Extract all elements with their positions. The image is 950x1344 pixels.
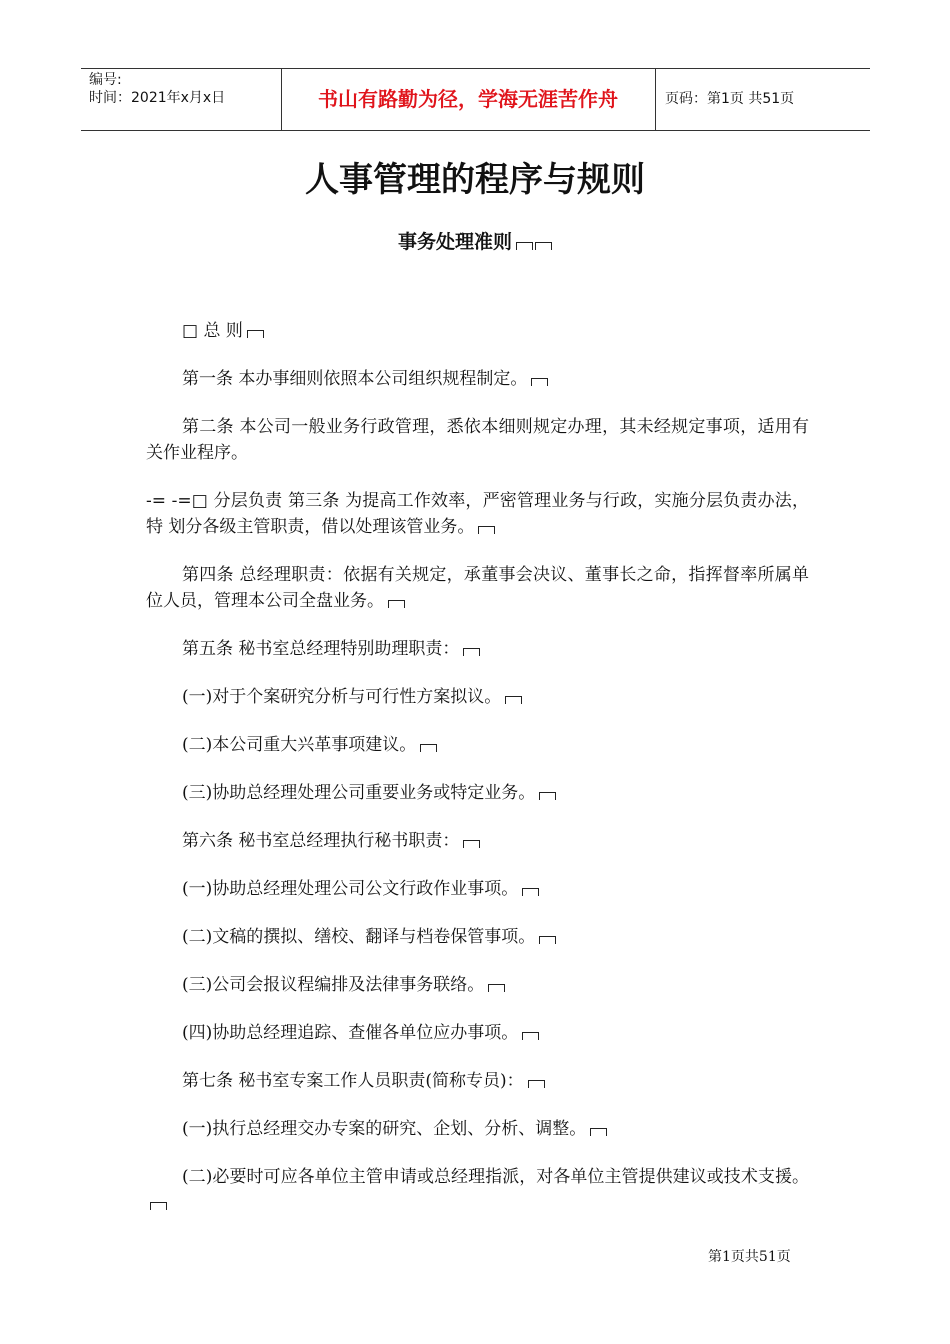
- paragraph-text: 第四条 总经理职责：依据有关规定，承董事会决议、董事长之命，指挥督率所属单位人员，管理本公司全盘业务。: [146, 565, 809, 611]
- paragraph-text: (四)协助总经理追踪、查催各单位应办事项。: [182, 1023, 519, 1043]
- paragraph-mark-icon: [463, 840, 480, 848]
- paragraph: [146, 780, 809, 806]
- time-label: 时间：2021年x月x日: [89, 90, 226, 106]
- paragraph-mark-icon: [531, 378, 548, 386]
- paragraph-text: (三)协助总经理处理公司重要业务或特定业务。: [182, 783, 536, 803]
- document-header: [81, 68, 870, 131]
- paragraph-text: 第二条 本公司一般业务行政管理，悉依本细则规定办理，其未经规定事项，适用有关作业程序。: [146, 417, 809, 463]
- paragraph-mark-icon: [522, 888, 539, 896]
- paragraph-mark-icon: [528, 1080, 545, 1088]
- paragraph: [146, 1164, 809, 1216]
- paragraph-mark-icon: [247, 330, 264, 338]
- paragraph-mark-icon: [488, 984, 505, 992]
- header-page-info: 页码：第1页 共51页: [665, 91, 795, 107]
- paragraph-mark-icon: [516, 242, 533, 250]
- paragraph-mark-icon: [535, 242, 552, 250]
- paragraph-text: (一)协助总经理处理公司公文行政作业事项。: [182, 879, 519, 899]
- paragraph-mark-icon: [463, 648, 480, 656]
- paragraph-mark-icon: [590, 1128, 607, 1136]
- paragraph: [146, 732, 809, 758]
- paragraph: [146, 924, 809, 950]
- document-subtitle: [0, 229, 950, 255]
- paragraph-mark-icon: [150, 1202, 167, 1210]
- paragraph-mark-icon: [539, 792, 556, 800]
- paragraph-text: □ 总 则: [182, 321, 243, 341]
- paragraph: [146, 562, 809, 614]
- paragraph: [146, 366, 809, 392]
- paragraph-mark-icon: [522, 1032, 539, 1040]
- paragraph: [146, 972, 809, 998]
- paragraph-text: 第七条 秘书室专案工作人员职责(简称专员)：: [182, 1071, 524, 1091]
- number-label: 编号:: [89, 72, 122, 88]
- header-divider: [655, 69, 656, 130]
- paragraph: [146, 1020, 809, 1046]
- page-footer: 第1页共51页: [708, 1249, 791, 1265]
- paragraph-text: 第六条 秘书室总经理执行秘书职责：: [182, 831, 460, 851]
- paragraph-text: 第一条 本办事细则依照本公司组织规程制定。: [182, 369, 528, 389]
- header-meta: [89, 71, 225, 107]
- document-title: 人事管理的程序与规则: [305, 160, 645, 200]
- paragraph: [146, 318, 809, 344]
- subtitle-text: 事务处理准则: [397, 231, 512, 253]
- paragraph-text: 第五条 秘书室总经理特别助理职责：: [182, 639, 460, 659]
- paragraph-mark-icon: [505, 696, 522, 704]
- header-motto: 书山有路勤为径，学海无涯苦作舟: [318, 87, 618, 111]
- paragraph-text: (一)执行总经理交办专案的研究、企划、分析、调整。: [182, 1119, 587, 1139]
- document-body: [146, 318, 809, 1216]
- paragraph: [146, 684, 809, 710]
- paragraph-text: (二)文稿的撰拟、缮校、翻译与档卷保管事项。: [182, 927, 536, 947]
- paragraph-mark-icon: [478, 526, 495, 534]
- paragraph: [146, 1116, 809, 1142]
- paragraph: [146, 1068, 809, 1094]
- paragraph-mark-icon: [539, 936, 556, 944]
- paragraph-text: (二)必要时可应各单位主管申请或总经理指派，对各单位主管提供建议或技术支援。: [182, 1167, 809, 1187]
- paragraph: [146, 876, 809, 902]
- paragraph: [146, 414, 809, 466]
- paragraph: [146, 828, 809, 854]
- paragraph-mark-icon: [388, 600, 405, 608]
- paragraph-text: (一)对于个案研究分析与可行性方案拟议。: [182, 687, 502, 707]
- paragraph-text: (二)本公司重大兴革事项建议。: [182, 735, 417, 755]
- paragraph-text: -= -=□ 分层负责 第三条 为提高工作效率，严密管理业务与行政，实施分层负责办法，特 划分各级主管职责，借以处理该管业务。: [146, 491, 809, 537]
- paragraph-text: (三)公司会报议程编排及法律事务联络。: [182, 975, 485, 995]
- paragraph: [146, 488, 809, 540]
- paragraph: [146, 636, 809, 662]
- paragraph-mark-icon: [420, 744, 437, 752]
